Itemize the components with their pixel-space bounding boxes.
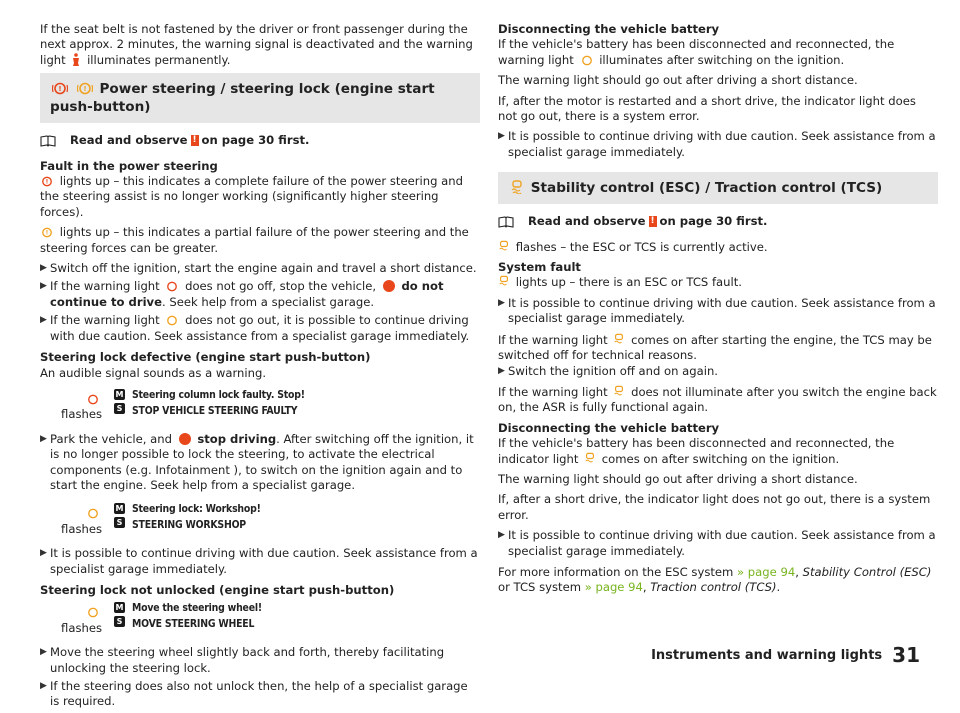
left-column xyxy=(40,22,480,713)
display-message: Steering lock: Workshop! xyxy=(132,503,261,516)
system-fault-line: lights up – there is an ESC or TCS fault. xyxy=(498,275,938,290)
asr-paragraph: If the warning light does not illuminate after you switch the engine back on, the ASR is fully functional again. xyxy=(498,384,937,415)
list-item: ▶ It is possible to continue driving with due caution. Seek assistance from a specialist garage immediately. xyxy=(40,546,478,576)
read-observe-note: Read and observe ! on page 30 first. xyxy=(40,133,480,148)
power-steering-heading: ! ! Power steering / steering lock (engine start push-button) xyxy=(40,73,480,123)
steering-amber-icon xyxy=(86,508,100,519)
display-message: STEERING WORKSHOP xyxy=(132,519,246,532)
list-item: ▶ Switch the ignition off and on again. xyxy=(498,363,718,378)
seatbelt-paragraph: If the seat belt is not fastened by the driver or front passenger during the next approx. 2 minutes, the warning signal is deactivated and the warning light illuminates permanently. xyxy=(40,22,473,67)
svg-text:!: ! xyxy=(58,85,62,94)
disconnect-paragraph-2: If the vehicle's battery has been disconnected and reconnected, the indicator light comes on after switching on the ignition. xyxy=(498,436,895,466)
paragraph: The warning light should go out after driving a short distance. xyxy=(498,471,858,486)
esc-skid-icon xyxy=(613,333,625,346)
fault-title: Fault in the power steering xyxy=(40,158,218,173)
esc-tcs-heading: Stability control (ESC) / Traction control (TCS) xyxy=(498,172,938,204)
steering-amber-icon xyxy=(86,607,100,618)
disconnect-title-2: Disconnecting the vehicle battery xyxy=(498,420,720,435)
display-message-block: flashes M S Move the steering wheel! MOVE STEERING WHEEL xyxy=(61,602,262,635)
steering-lock-subtitle: An audible signal sounds as a warning. xyxy=(40,365,267,380)
right-column xyxy=(498,22,938,601)
mfd-display-icon: M xyxy=(115,603,124,613)
segment-display-icon: S xyxy=(114,616,125,627)
list-item: ▶ It is possible to continue driving with due caution. Seek assistance from a specialist garage immediately. xyxy=(498,528,936,558)
unlock-title: Steering lock not unlocked (engine start push-button) xyxy=(40,582,395,597)
steering-amber-icon xyxy=(40,227,54,238)
warning-symbol-icon: ! xyxy=(192,135,197,146)
seatbelt-warning-icon xyxy=(71,53,81,66)
esc-flash-line: flashes – the ESC or TCS is currently active. xyxy=(498,240,938,255)
list-item: ▶ It is possible to continue driving with due caution. Seek assistance from a specialist garage immediately. xyxy=(498,295,936,326)
display-message: Steering column lock faulty. Stop! xyxy=(132,388,305,401)
disconnect-title: Disconnecting the vehicle battery xyxy=(498,22,720,36)
disconnect-paragraph: If the vehicle's battery has been disconnected and reconnected, the warning light illuminates after switching on the ignition. xyxy=(498,37,895,67)
steering-lock-title: Steering lock defective (engine start push-button) xyxy=(40,350,371,365)
list-item: ▶ If the warning light does not go off, stop the vehicle, do not continue to drive. Seek help from a specialist garage. xyxy=(40,279,444,309)
page-link[interactable]: » page 94 xyxy=(584,580,643,595)
esc-skid-icon xyxy=(498,275,510,288)
esc-skid-icon xyxy=(613,385,625,398)
esc-skid-icon xyxy=(498,240,510,253)
display-message: Move the steering wheel! xyxy=(132,602,262,615)
svg-text:!: ! xyxy=(45,230,49,237)
stop-icon xyxy=(383,280,395,292)
page-footer xyxy=(651,642,920,667)
read-observe-note: Read and observe ! on page 30 first. xyxy=(498,214,938,229)
steering-red-icon xyxy=(40,176,54,187)
book-icon xyxy=(40,135,56,147)
steering-amber-icon xyxy=(77,82,93,95)
paragraph: The warning light should go out after driving a short distance. xyxy=(498,73,858,88)
page-link[interactable]: » page 94 xyxy=(737,564,796,579)
system-fault-title: System fault xyxy=(498,260,581,275)
list-item: ▶ Park the vehicle, and stop driving. After switching off the ignition, it is no longer possible to lock the steering, to activate the electrical components (e.g. Infotainment ), to switch on the ignition again and to start the engine. Seek help from a specialist garage. xyxy=(40,431,474,492)
paragraph: If, after a short drive, the indicator light does not go out, there is a system error. xyxy=(498,492,931,522)
list-item: ▶ It is possible to continue driving with due caution. Seek assistance from a specialist garage immediately. xyxy=(498,129,936,159)
display-message-block: flashes M S Steering column lock faulty. Stop! STOP VEHICLE STEERING FAULTY xyxy=(61,388,305,422)
more-info-paragraph: For more information on the ESC system » page 94, Stability Control (ESC) or TCS system » page 94, Traction control (TCS). xyxy=(498,564,932,595)
esc-skid-icon xyxy=(584,452,596,465)
fault-paragraph-2: ! lights up – this indicates a partial failure of the power steering and the steering forces can be greater. xyxy=(40,225,469,255)
display-message-block: flashes M S Steering lock: Workshop! STEERING WORKSHOP xyxy=(61,503,261,536)
steering-red-icon xyxy=(165,281,179,292)
steering-red-icon xyxy=(52,82,68,95)
mfd-display-icon: M xyxy=(115,389,124,399)
tcs-paragraph: If the warning light comes on after starting the engine, the TCS may be switched off for technical reasons. xyxy=(498,332,932,363)
steering-amber-icon xyxy=(165,315,179,326)
list-item: ▶ Switch off the ignition, start the engine again and travel a short distance. xyxy=(40,261,477,276)
svg-text:!: ! xyxy=(45,179,49,186)
footer-title: Instruments and warning lights xyxy=(651,647,883,663)
stop-icon xyxy=(179,433,191,445)
paragraph: If, after the motor is restarted and a short drive, the indicator light does not go out, there is a system error. xyxy=(498,93,916,124)
steering-amber-icon xyxy=(580,55,594,66)
page-number: 31 xyxy=(892,642,920,667)
list-item: ▶ If the warning light does not go out, it is possible to continue driving with due caution. Seek assistance from a specialist garage immediately. xyxy=(40,313,470,343)
mfd-display-icon: M xyxy=(115,504,124,514)
segment-display-icon: S xyxy=(114,517,125,528)
segment-display-icon: S xyxy=(114,403,125,414)
esc-skid-icon xyxy=(510,180,524,194)
display-message: MOVE STEERING WHEEL xyxy=(132,618,255,631)
warning-symbol-icon: ! xyxy=(650,216,655,227)
fault-paragraph-1: ! lights up – this indicates a complete failure of the power steering and the steering assist is no longer working (significantly higher steering forces). xyxy=(40,174,463,219)
display-message: STOP VEHICLE STEERING FAULTY xyxy=(132,404,298,417)
book-icon xyxy=(498,216,514,228)
svg-text:!: ! xyxy=(83,85,87,94)
list-item: ▶ If the steering does also not unlock then, the help of a specialist garage is required. xyxy=(40,679,468,709)
steering-red-icon xyxy=(86,394,100,405)
list-item: ▶ Move the steering wheel slightly back and forth, thereby facilitating unlocking the steering lock. xyxy=(40,645,445,675)
